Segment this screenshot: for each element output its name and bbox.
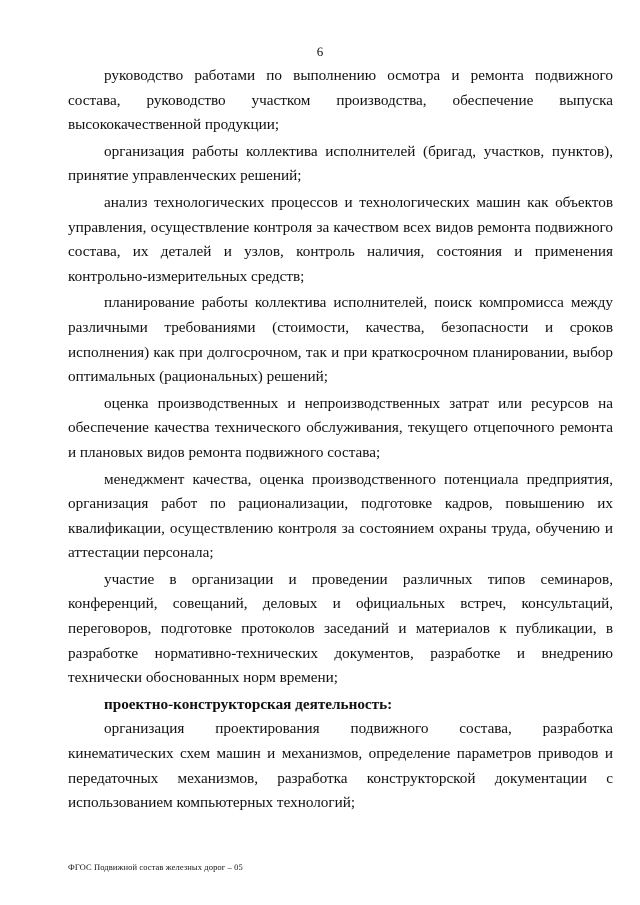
paragraph-seminars-participation: участие в организации и проведении различных типов семинаров, конференций, совещаний, деловых и официальных встреч, консультаций, переговоров, подготовке протоколов заседаний и материалов к публикации, в разработке нормативно-технических документов, разработке и внедрению технически обоснованных норм времени; — [68, 570, 613, 687]
paragraph-work-planning: планирование работы коллектива исполнителей, поиск компромисса между различными требованиями (стоимости, качества, безопасности и сроков исполнения) как при долгосрочном, так и при краткосрочном планировании, выбор оптимальных (рациональных) решений; — [68, 294, 613, 386]
paragraph-quality-management: менеджмент качества, оценка производственного потенциала предприятия, организация работ по рационализации, подготовке кадров, повышению их квалификации, осуществлению контроля за состоянием охраны труда, обучению и аттестации персонала; — [68, 470, 613, 562]
page-number: 6 — [316, 44, 324, 59]
paragraph-cost-assessment: оценка производственных и непроизводственных затрат или ресурсов на обеспечение качества технического обслуживания, текущего отцепочного ремонта и плановых видов ремонта подвижного состава; — [68, 394, 613, 461]
paragraph-process-analysis: анализ технологических процессов и технологических машин как объектов управления, осуществление контроля за качеством всех видов ремонта подвижного состава, их деталей и узлов, контроль наличия, состояния и применения контрольно-измерительных средств; — [68, 193, 613, 285]
paragraph-repair-management: руководство работами по выполнению осмотра и ремонта подвижного состава, руководство участком производства, обеспечение выпуска высококачественной продукции; — [68, 67, 613, 134]
document-body — [68, 64, 613, 816]
paragraph-team-organization: организация работы коллектива исполнителей (бригад, участков, пунктов), принятие управленческих решений; — [68, 142, 613, 185]
paragraph-design-organization: организация проектирования подвижного состава, разработка кинематических схем машин и механизмов, определение параметров приводов и передаточных механизмов, разработка конструкторской документации с использованием компьютерных технологий; — [68, 720, 613, 812]
page-footer: ФГОС Подвижной состав железных дорог – 05 — [68, 862, 243, 872]
section-heading: проектно-конструкторская деятельность: — [104, 695, 393, 713]
